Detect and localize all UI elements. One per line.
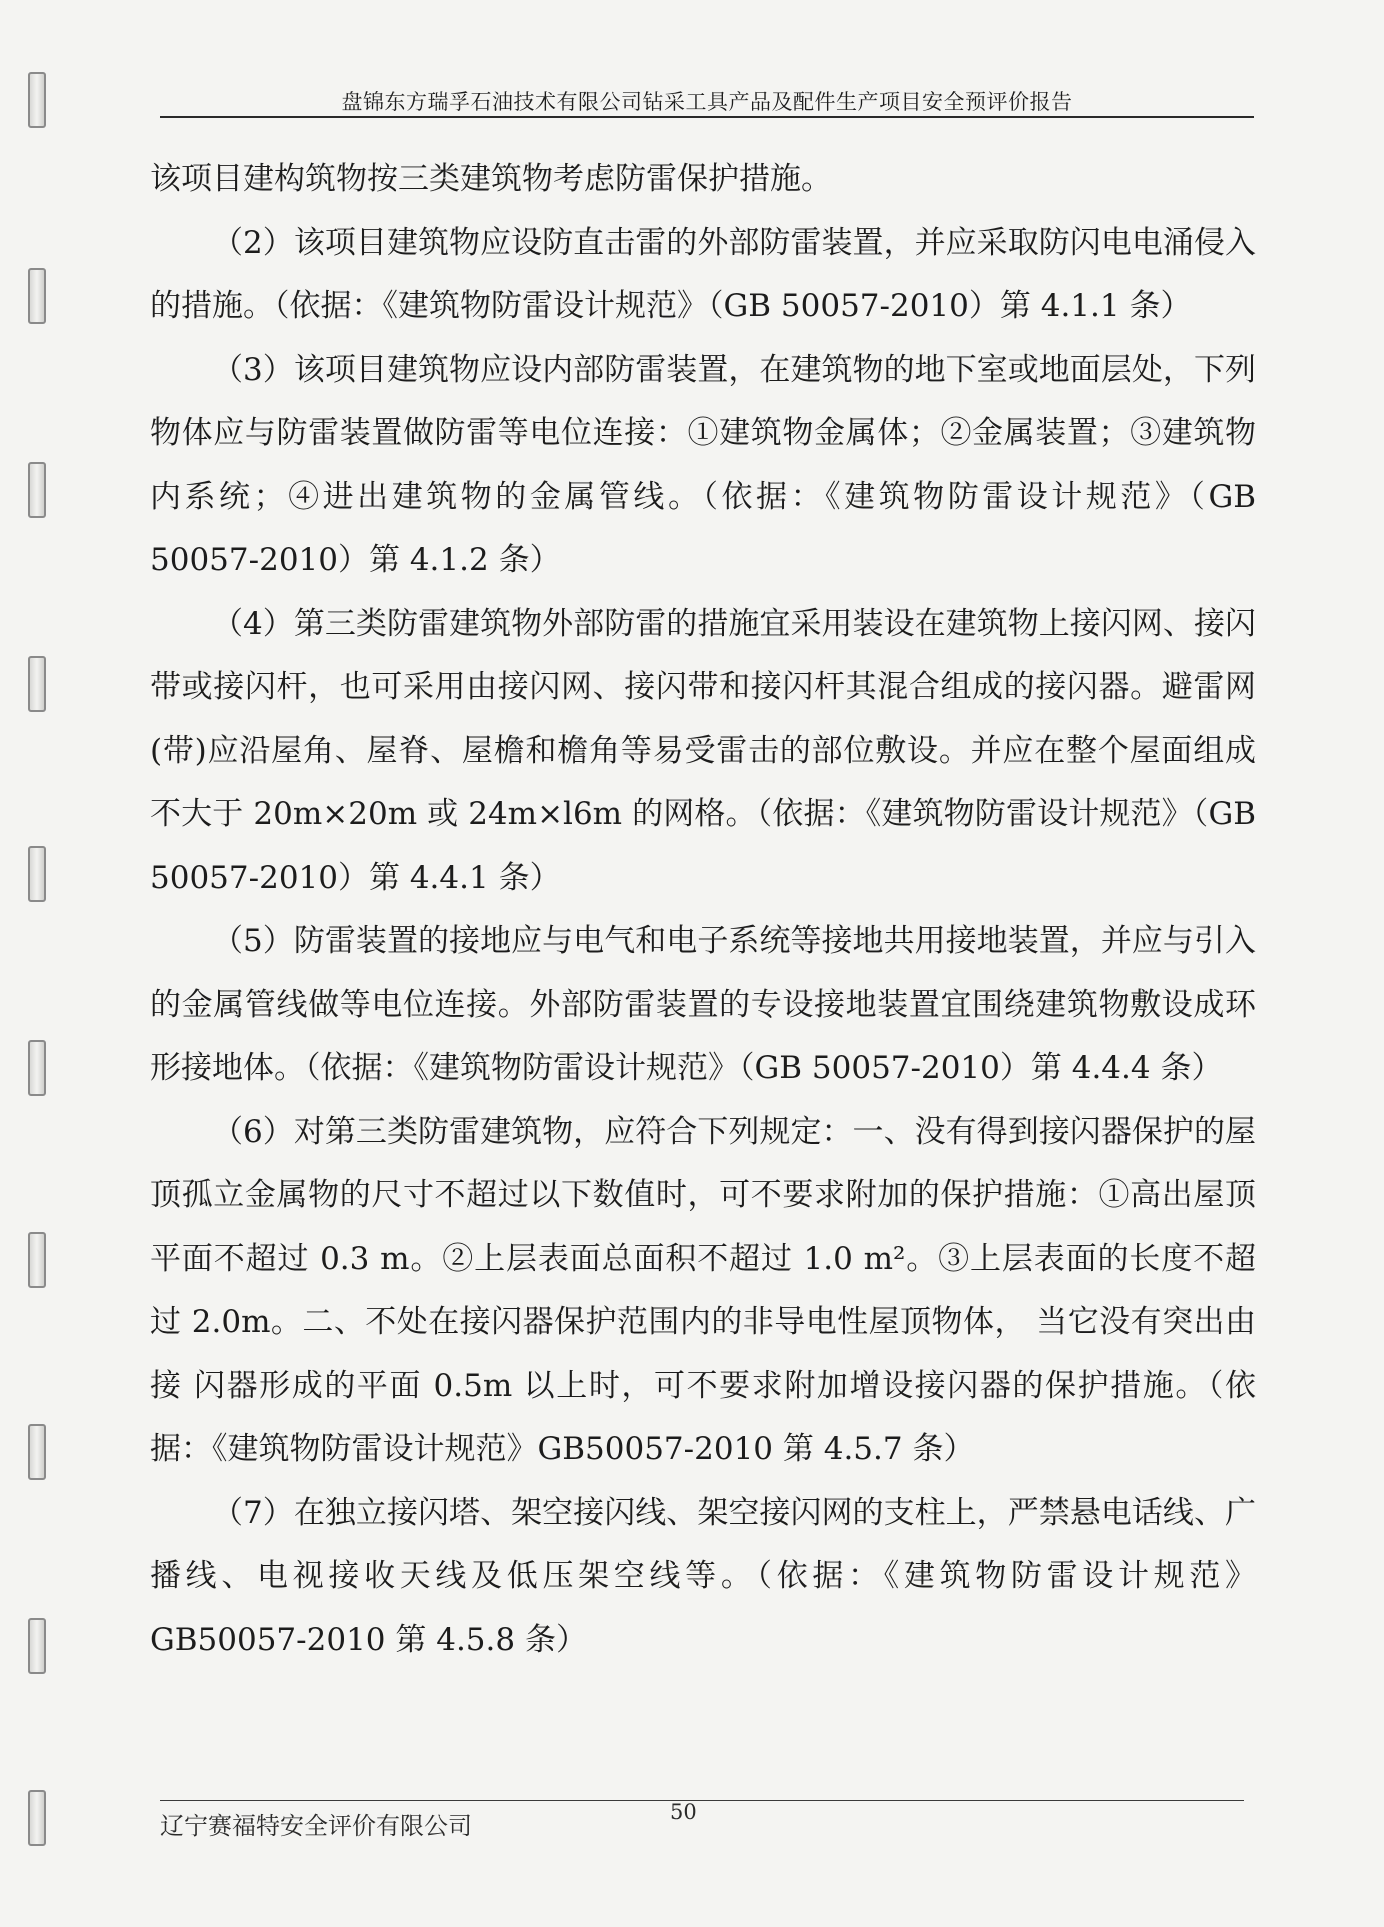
binding-hole: [28, 1424, 46, 1480]
binding-hole: [28, 462, 46, 518]
paragraph: （4）第三类防雷建筑物外部防雷的措施宜采用装设在建筑物上接闪网、接闪带或接闪杆，也可采用由接闪网、接闪带和接闪杆其混合组成的接闪器。避雷网(带)应沿屋角、屋脊、屋檐和檐角等易受雷击的部位敷设。并应在整个屋面组成不大于 20m×20m 或 24m×l6m 的网格。（依据：《建筑物防雷设计规范》（GB 50057-2010）第 4.4.1 条）: [150, 605, 1256, 896]
binding-hole: [28, 268, 46, 324]
paragraph: 该项目建构筑物按三类建筑物考虑防雷保护措施。: [150, 161, 832, 197]
binding-hole: [28, 1040, 46, 1096]
binding-hole: [28, 1618, 46, 1674]
paragraph: （7）在独立接闪塔、架空接闪线、架空接闪网的支柱上，严禁悬电话线、广播线、电视接收天线及低压架空线等。（依据：《建筑物防雷设计规范》GB50057-2010 第 4.5.8 条）: [150, 1494, 1256, 1658]
header-title: 盘锦东方瑞孚石油技术有限公司钻采工具产品及配件生产项目安全预评价报告: [341, 90, 1073, 114]
page-number: 50: [670, 1800, 697, 1824]
paragraph: （5）防雷装置的接地应与电气和电子系统等接地共用接地装置，并应与引入的金属管线做等电位连接。外部防雷装置的专设接地装置宜围绕建筑物敷设成环形接地体。（依据：《建筑物防雷设计规范》（GB 50057-2010）第 4.4.4 条）: [150, 923, 1256, 1086]
header-divider: [160, 116, 1254, 118]
footer-company: 辽宁赛福特安全评价有限公司: [160, 1812, 472, 1840]
binding-hole: [28, 846, 46, 902]
binding-hole: [28, 656, 46, 712]
paragraph: （6）对第三类防雷建筑物，应符合下列规定：一、没有得到接闪器保护的屋顶孤立金属物的尺寸不超过以下数值时，可不要求附加的保护措施：①高出屋顶平面不超过 0.3 m。②上层表面总面积不超过 1.0 m²。③上层表面的长度不超过 2.0m。二、不处在接闪器保护范围内的非导电性屋顶物体， 当它没有突出由接 闪器形成的平面 0.5m 以上时，可不要求附加增设接闪器的保护措施。（依据：《建筑物防雷设计规范》GB50057-2010 第 4.5.7 条）: [150, 1113, 1256, 1467]
binding-hole: [28, 1790, 46, 1846]
paragraph: （3）该项目建筑物应设内部防雷装置，在建筑物的地下室或地面层处，下列物体应与防雷装置做防雷等电位连接：①建筑物金属体；②金属装置；③建筑物内系统；④进出建筑物的金属管线。（依据：《建筑物防雷设计规范》（GB 50057-2010）第 4.1.2 条）: [150, 351, 1256, 578]
binding-hole: [28, 1232, 46, 1288]
binding-hole: [28, 72, 46, 128]
body-text: [150, 148, 1256, 1672]
footer-divider: [160, 1800, 1244, 1801]
paragraph: （2）该项目建筑物应设防直击雷的外部防雷装置，并应采取防闪电电涌侵入的措施。（依据：《建筑物防雷设计规范》（GB 50057-2010）第 4.1.1 条）: [150, 224, 1256, 324]
